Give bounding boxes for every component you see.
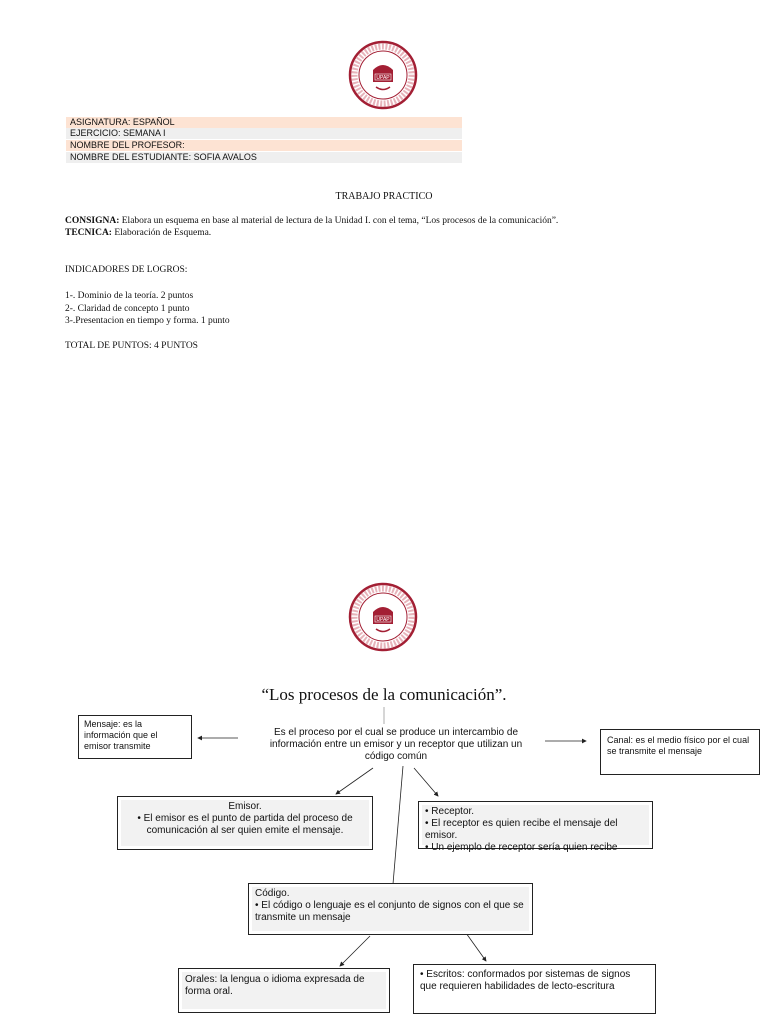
definition-text: Es el proceso por el cual se produce un intercambio de información entre un emisor y un receptor que utilizan un código común xyxy=(269,727,523,762)
consigna-label: CONSIGNA: xyxy=(65,216,120,226)
indicadores-heading: INDICADORES DE LOGROS: xyxy=(65,265,188,275)
emisor-text: • El emisor es el punto de partida del proceso de comunicación al ser quien emite el mensaje. xyxy=(137,813,353,836)
mensaje-text: Mensaje: es la información que el emisor transmite xyxy=(84,719,158,751)
seal-acronym: UPAP xyxy=(376,75,390,81)
receptor-box xyxy=(418,801,653,853)
header-row-asignatura: ASIGNATURA: ESPAÑOL xyxy=(66,117,462,128)
diagram-title: “Los procesos de la comunicación”. xyxy=(261,685,507,704)
indicador-item: 1-. Dominio de la teoría. 2 puntos xyxy=(65,291,194,301)
codigo-title: Código. xyxy=(255,888,290,899)
university-seal-bottom xyxy=(348,582,418,652)
header-row-estudiante: NOMBRE DEL ESTUDIANTE: SOFIA AVALOS xyxy=(66,152,462,163)
tecnica-label: TECNICA: xyxy=(65,228,112,238)
escritos-box xyxy=(413,964,656,1014)
total-puntos: TOTAL DE PUNTOS: 4 PUNTOS xyxy=(65,341,198,351)
orales-text: Orales: la lengua o idioma expresada de forma oral. xyxy=(185,974,365,997)
tecnica-line xyxy=(65,228,745,239)
receptor-title: • Receptor. xyxy=(425,806,475,817)
header-row-ejercicio: EJERCICIO: SEMANA I xyxy=(66,128,462,139)
emisor-title: Emisor. xyxy=(228,801,262,812)
page-title: TRABAJO PRACTICO xyxy=(335,191,433,202)
orales-box xyxy=(178,968,390,1013)
canal-text: Canal: es el medio físico por el cual se transmite el mensaje xyxy=(607,735,750,756)
tecnica-text: Elaboración de Esquema. xyxy=(111,228,212,238)
escritos-text: • Escritos: conformados por sistemas de signos que requieren habilidades de lecto-escritura xyxy=(420,969,631,992)
codigo-text: • El código o lenguaje es el conjunto de signos con el que se transmite un mensaje xyxy=(255,900,524,923)
receptor-text: • El receptor es quien recibe el mensaje del emisor. xyxy=(425,818,618,841)
university-seal-top xyxy=(348,40,418,110)
mensaje-box xyxy=(78,715,192,759)
consigna-text: Elabora un esquema en base al material de lectura de la Unidad I. con el tema, “Los procesos de la comunicación”. xyxy=(119,216,559,226)
indicador-item: 2-. Claridad de concepto 1 punto xyxy=(65,304,190,314)
codigo-box xyxy=(248,883,533,935)
emisor-box xyxy=(117,796,373,850)
receptor-overflow-text: • Un ejemplo de receptor sería quien recibe xyxy=(425,842,618,853)
seal-acronym: UPAP xyxy=(376,617,390,623)
consigna-line xyxy=(65,216,745,227)
canal-box xyxy=(600,729,760,775)
indicador-item: 3-.Presentacion en tiempo y forma. 1 punto xyxy=(65,316,230,326)
header-row-profesor: NOMBRE DEL PROFESOR: xyxy=(66,140,462,151)
